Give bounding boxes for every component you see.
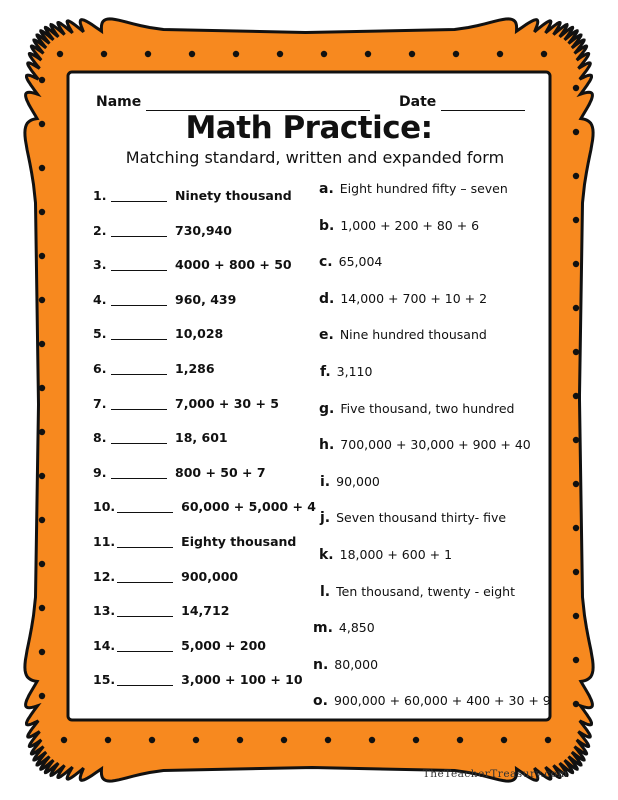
border-dot (189, 51, 195, 57)
date-label: Date (399, 94, 437, 110)
question-text: 7,000 + 30 + 5 (175, 395, 279, 411)
answer-blank[interactable] (111, 409, 167, 410)
answer-blank[interactable] (117, 547, 173, 548)
question-number: 11. (93, 534, 116, 549)
question-number: 2. (93, 222, 107, 238)
footer-credit: TheTeacherTreasury.com (422, 768, 568, 780)
question-item (93, 292, 236, 312)
border-dot (233, 51, 239, 57)
answer-option (319, 218, 479, 238)
option-text: Nine hundred thousand (339, 327, 487, 343)
border-dot (545, 737, 551, 743)
answer-blank[interactable] (111, 201, 167, 202)
name-label: Name (96, 94, 142, 110)
answer-option (319, 437, 531, 457)
border-dot (573, 261, 579, 267)
border-dot (39, 209, 45, 215)
answer-blank[interactable] (117, 512, 173, 513)
border-dot (573, 525, 579, 531)
border-dot (281, 737, 287, 743)
question-item (93, 430, 228, 450)
question-text: 4000 + 800 + 50 (175, 257, 292, 273)
answer-option (320, 510, 506, 530)
border-dot (365, 51, 371, 57)
question-text: 5,000 + 200 (181, 637, 266, 653)
question-text: 800 + 50 + 7 (175, 464, 266, 480)
option-letter: c. (319, 254, 333, 271)
option-text: Eight hundred fifty – seven (339, 181, 508, 196)
option-letter: b. (319, 217, 335, 234)
question-text: 3,000 + 100 + 10 (181, 672, 303, 688)
answer-blank[interactable] (111, 270, 167, 271)
option-letter: d. (319, 290, 335, 307)
question-number: 13. (93, 603, 116, 619)
answer-option (319, 547, 452, 567)
border-dot (573, 481, 579, 487)
option-text: 65,004 (338, 254, 383, 270)
question-item (93, 326, 223, 346)
border-dot (39, 517, 45, 523)
answer-blank[interactable] (111, 305, 167, 306)
border-dot (39, 253, 45, 259)
answer-option (320, 584, 515, 604)
question-number: 8. (93, 430, 107, 446)
answer-option (320, 474, 380, 494)
option-text: 3,110 (336, 364, 373, 379)
answer-option (313, 693, 551, 713)
border-dot (573, 217, 579, 223)
option-letter: l. (320, 583, 331, 600)
option-letter: g. (319, 400, 335, 417)
answer-option (319, 291, 487, 311)
question-number: 3. (93, 257, 107, 273)
option-letter: k. (319, 547, 334, 563)
question-number: 7. (93, 395, 107, 411)
option-letter: e. (319, 327, 334, 344)
border-dot (325, 737, 331, 743)
question-item (93, 534, 296, 554)
question-text: 1,286 (175, 361, 215, 376)
question-number: 1. (93, 188, 107, 203)
question-text: 10,028 (175, 326, 224, 342)
option-text: 14,000 + 700 + 10 + 2 (340, 290, 488, 306)
question-item (93, 499, 316, 519)
border-dot (39, 473, 45, 479)
border-dot (573, 173, 579, 179)
border-dot (573, 613, 579, 619)
option-letter: h. (319, 437, 335, 454)
question-number: 14. (93, 637, 116, 653)
question-number: 5. (93, 326, 107, 342)
option-text: 90,000 (336, 473, 380, 489)
question-text: Eighty thousand (181, 534, 297, 549)
border-dot (573, 393, 579, 399)
border-dot (39, 297, 45, 303)
border-dot (369, 737, 375, 743)
option-letter: a. (319, 181, 334, 197)
option-text: 700,000 + 30,000 + 900 + 40 (340, 437, 531, 453)
border-dot (409, 51, 415, 57)
border-dot (573, 569, 579, 575)
border-dot (413, 737, 419, 743)
border-dot (101, 51, 107, 57)
border-dot (193, 737, 199, 743)
question-text: 60,000 + 5,000 + 4 (181, 499, 316, 515)
border-dot (39, 561, 45, 567)
question-text: 18, 601 (175, 430, 228, 446)
border-dot (277, 51, 283, 57)
question-item (93, 188, 292, 208)
border-dot (457, 737, 463, 743)
question-number: 9. (93, 464, 107, 480)
border-dot (573, 85, 579, 91)
answer-option (313, 620, 375, 640)
question-item (93, 361, 215, 381)
question-item (93, 603, 229, 623)
border-dot (39, 605, 45, 611)
option-text: 1,000 + 200 + 80 + 6 (340, 217, 480, 233)
option-text: Seven thousand thirty- five (336, 510, 507, 526)
option-letter: m. (313, 620, 333, 637)
answer-option (313, 657, 378, 677)
border-dot (573, 349, 579, 355)
option-letter: i. (320, 473, 331, 490)
question-item (93, 638, 266, 658)
border-dot (237, 737, 243, 743)
option-letter: n. (313, 656, 329, 673)
answer-option (319, 254, 382, 274)
answer-option (320, 364, 372, 384)
answer-blank[interactable] (111, 478, 167, 479)
page-subtitle: Matching standard, written and expanded form (125, 148, 505, 167)
border-dot (573, 305, 579, 311)
option-letter: f. (320, 364, 331, 380)
answer-option (319, 327, 487, 347)
border-dot (573, 437, 579, 443)
answer-blank[interactable] (111, 339, 167, 340)
question-number: 15. (93, 672, 116, 688)
option-text: Five thousand, two hundred (340, 400, 515, 416)
question-text: Ninety thousand (175, 188, 292, 203)
border-dot (497, 51, 503, 57)
border-dot (145, 51, 151, 57)
border-dot (39, 429, 45, 435)
option-letter: j. (320, 510, 331, 527)
question-item (93, 569, 238, 589)
question-number: 12. (93, 568, 116, 584)
question-text: 960, 439 (175, 291, 237, 307)
answer-blank[interactable] (117, 582, 173, 583)
answer-blank[interactable] (111, 443, 167, 444)
border-dot (39, 77, 45, 83)
answer-blank[interactable] (117, 685, 173, 686)
answer-option (319, 401, 514, 421)
border-dot (57, 51, 63, 57)
option-text: 80,000 (334, 656, 379, 672)
question-item (93, 465, 266, 485)
border-dot (453, 51, 459, 57)
border-dot (573, 701, 579, 707)
question-item (93, 672, 303, 692)
option-text: 4,850 (338, 620, 375, 636)
border-dot (541, 51, 547, 57)
option-text: 18,000 + 600 + 1 (339, 547, 453, 562)
option-letter: o. (313, 693, 328, 710)
border-dot (501, 737, 507, 743)
answer-blank[interactable] (111, 374, 167, 375)
page-title: Math Practice: (185, 110, 433, 146)
question-text: 14,712 (181, 603, 230, 619)
border-dot (39, 385, 45, 391)
border-dot (61, 737, 67, 743)
question-number: 4. (93, 291, 107, 307)
border-dot (39, 341, 45, 347)
question-item (93, 396, 279, 416)
question-text: 900,000 (181, 568, 239, 584)
answer-blank[interactable] (117, 616, 173, 617)
question-number: 6. (93, 361, 107, 376)
question-number: 10. (93, 499, 116, 515)
question-text: 730,940 (175, 222, 232, 238)
border-dot (573, 657, 579, 663)
border-dot (105, 737, 111, 743)
option-text: Ten thousand, twenty - eight (336, 583, 516, 599)
border-dot (149, 737, 155, 743)
answer-blank[interactable] (111, 236, 167, 237)
border-dot (39, 649, 45, 655)
border-dot (39, 693, 45, 699)
question-item (93, 223, 232, 243)
border-dot (321, 51, 327, 57)
answer-blank[interactable] (117, 651, 173, 652)
answer-option (319, 181, 508, 201)
question-item (93, 257, 292, 277)
option-text: 900,000 + 60,000 + 400 + 30 + 9 (333, 693, 551, 709)
